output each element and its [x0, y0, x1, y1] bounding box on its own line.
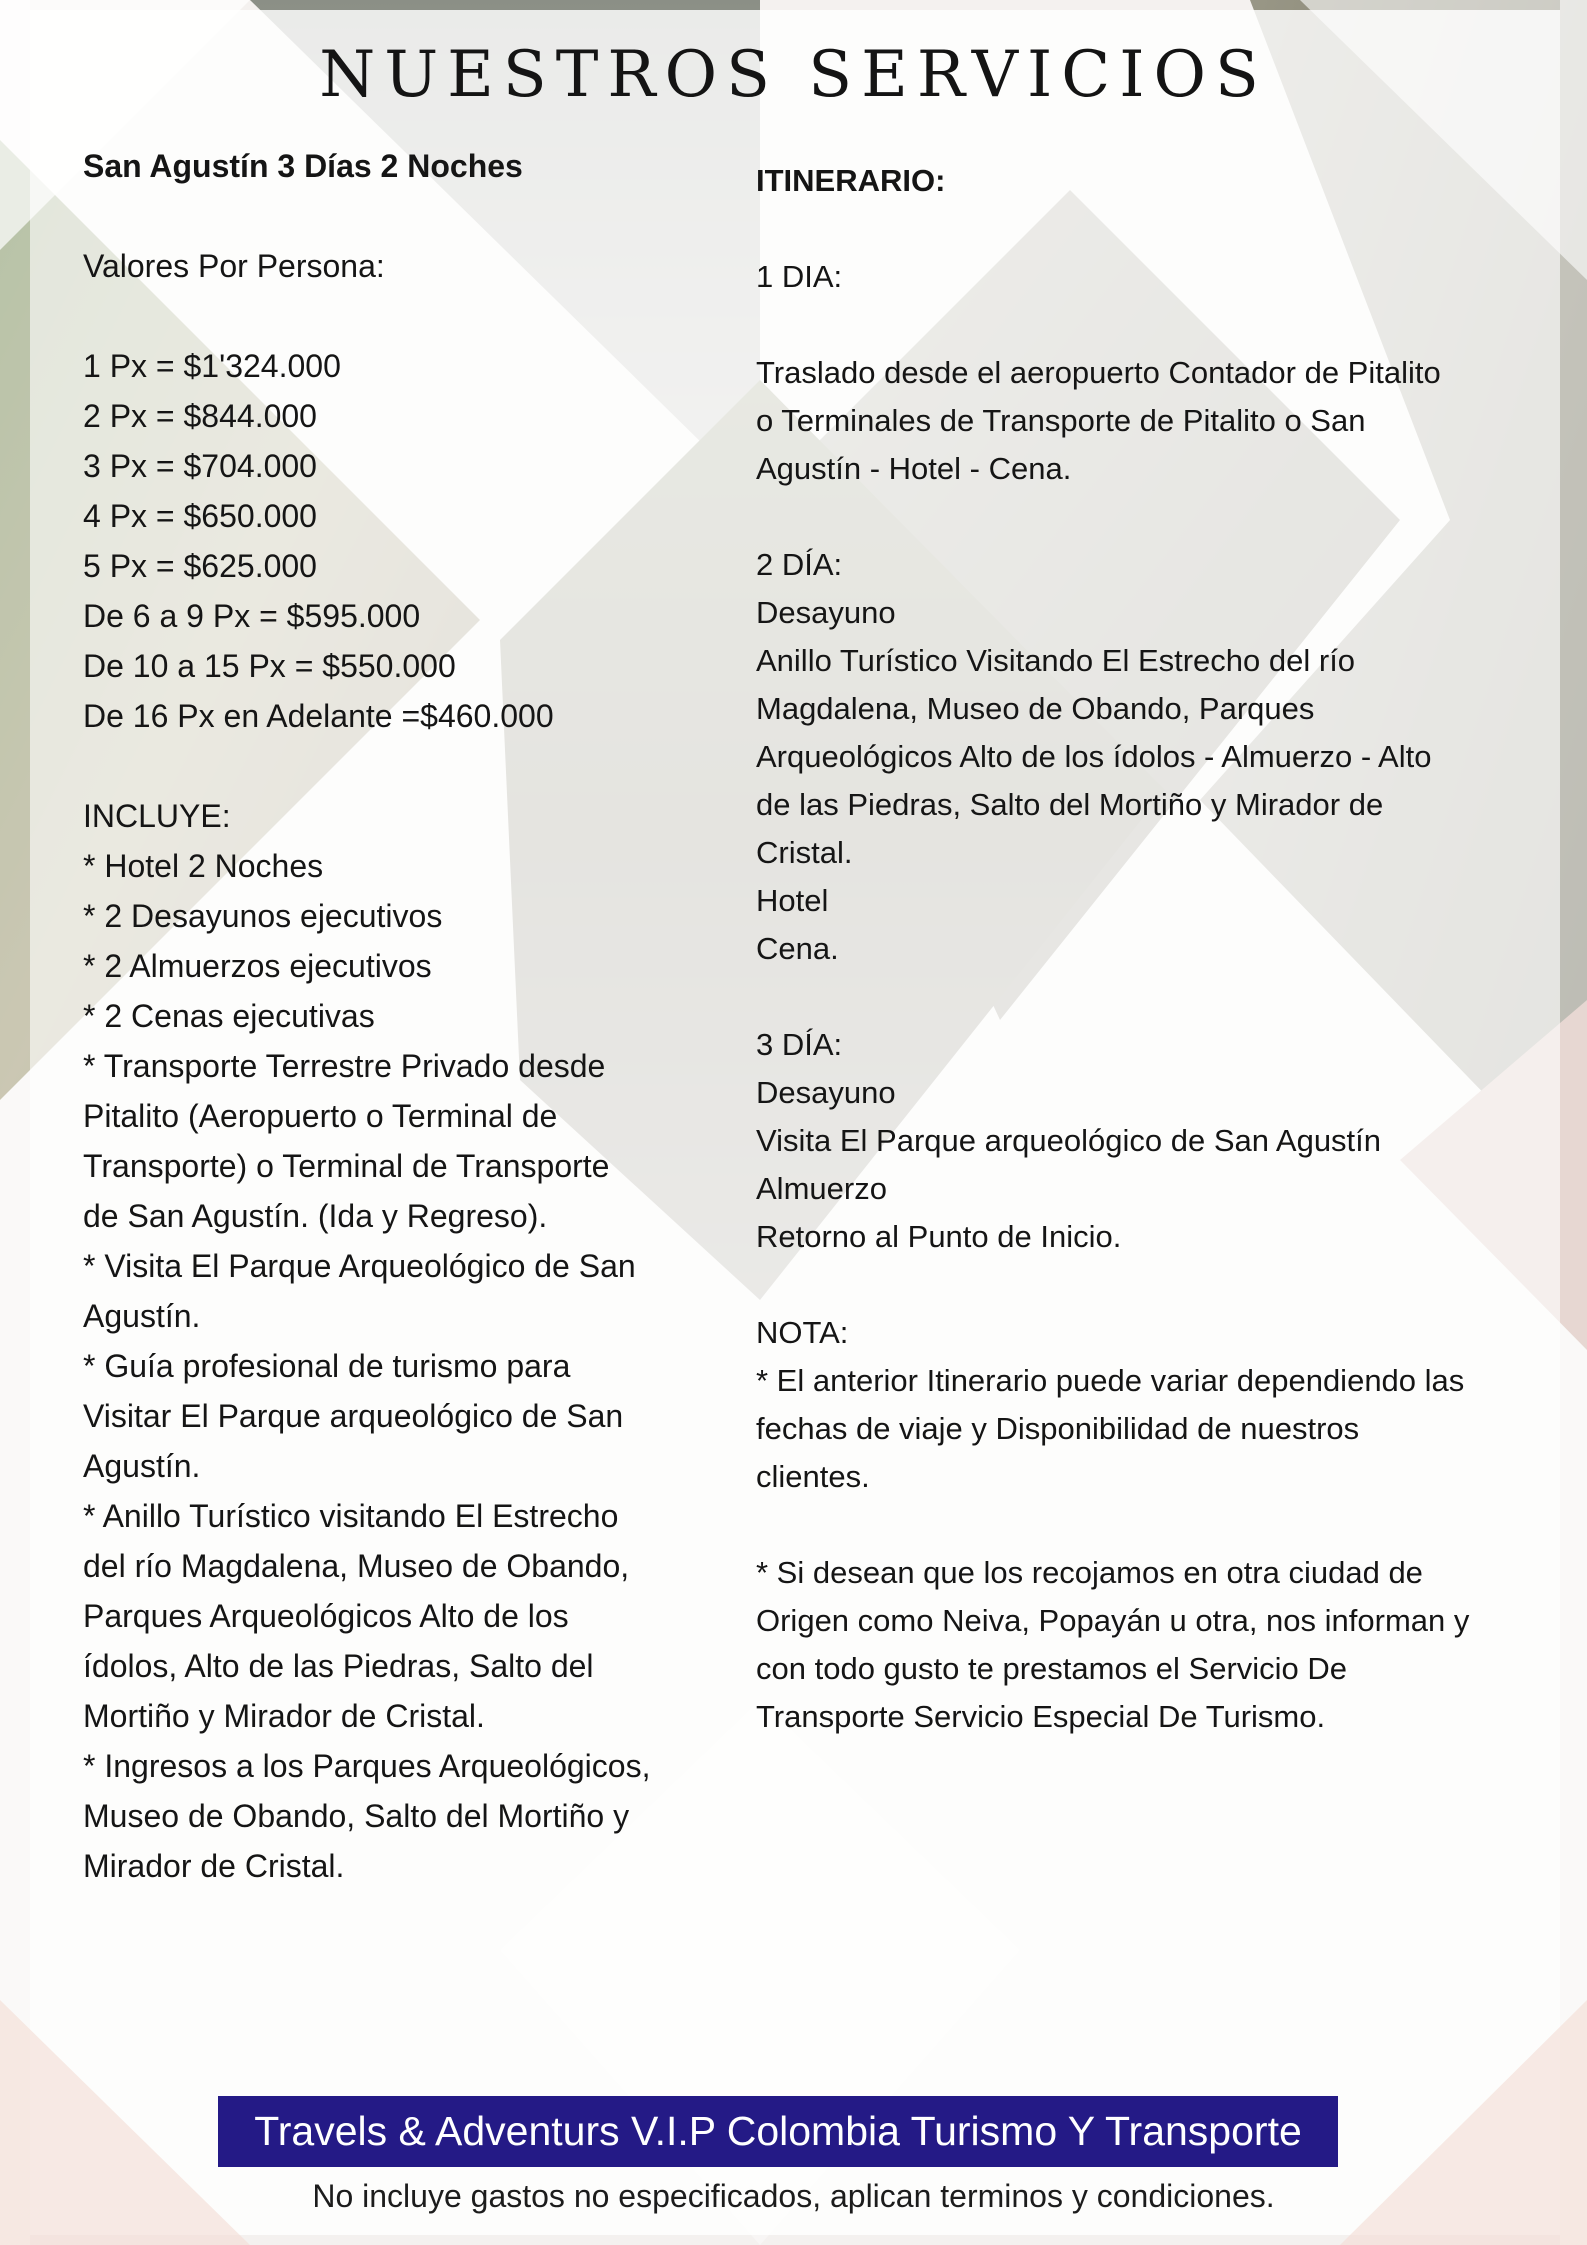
- itinerary-line: Arqueológicos Alto de los ídolos - Almuerzo - Alto: [756, 739, 1432, 774]
- includes-line: * Guía profesional de turismo para: [83, 1348, 571, 1384]
- day1-heading: 1 DIA:: [756, 259, 843, 294]
- itinerary-line: Traslado desde el aeropuerto Contador de Pitalito: [756, 355, 1441, 390]
- includes-line: * Anillo Turístico visitando El Estrecho: [83, 1498, 619, 1534]
- note-line: con todo gusto te prestamos el Servicio De: [756, 1651, 1348, 1686]
- values-heading: Valores Por Persona:: [83, 248, 385, 284]
- includes-line: Agustín.: [83, 1448, 201, 1484]
- itinerary-line: Hotel: [756, 883, 829, 918]
- price-item: De 10 a 15 Px = $550.000: [83, 648, 456, 684]
- includes-line: * Visita El Parque Arqueológico de San: [83, 1248, 636, 1284]
- includes-line: * 2 Desayunos ejecutivos: [83, 898, 443, 934]
- note-heading: NOTA:: [756, 1315, 849, 1350]
- includes-line: Visitar El Parque arqueológico de San: [83, 1398, 624, 1434]
- package-column: [83, 141, 693, 1891]
- includes-line: * Hotel 2 Noches: [83, 848, 324, 884]
- itinerary-line: de las Piedras, Salto del Mortiño y Mirador de: [756, 787, 1384, 822]
- includes-line: * 2 Almuerzos ejecutivos: [83, 948, 432, 984]
- itinerary-line: Magdalena, Museo de Obando, Parques: [756, 691, 1315, 726]
- itinerary-line: o Terminales de Transporte de Pitalito o San: [756, 403, 1366, 438]
- disclaimer-text: No incluye gastos no especificados, aplican terminos y condiciones.: [312, 2178, 1275, 2214]
- price-item: De 6 a 9 Px = $595.000: [83, 598, 421, 634]
- note-line: Origen como Neiva, Popayán u otra, nos informan y: [756, 1603, 1470, 1638]
- includes-list: [83, 841, 693, 1891]
- itinerary-line: Visita El Parque arqueológico de San Agustín: [756, 1123, 1382, 1158]
- price-item: De 16 Px en Adelante =$460.000: [83, 698, 554, 734]
- company-banner: Travels & Adventurs V.I.P Colombia Turismo Y Transporte: [218, 2096, 1338, 2167]
- note-line: fechas de viaje y Disponibilidad de nuestros: [756, 1411, 1360, 1446]
- itinerary-line: Cena.: [756, 931, 839, 966]
- includes-line: de San Agustín. (Ida y Regreso).: [83, 1198, 548, 1234]
- includes-line: Agustín.: [83, 1298, 201, 1334]
- note-line: clientes.: [756, 1459, 870, 1494]
- price-list: [83, 341, 693, 741]
- price-item: 4 Px = $650.000: [83, 498, 317, 534]
- includes-line: Mortiño y Mirador de Cristal.: [83, 1698, 485, 1734]
- itinerary-line: Desayuno: [756, 595, 896, 630]
- includes-line: * 2 Cenas ejecutivas: [83, 998, 375, 1034]
- includes-line: Mirador de Cristal.: [83, 1848, 345, 1884]
- note-line: * El anterior Itinerario puede variar dependiendo las: [756, 1363, 1465, 1398]
- note-line: Transporte Servicio Especial De Turismo.: [756, 1699, 1326, 1734]
- note-line: * Si desean que los recojamos en otra ciudad de: [756, 1555, 1423, 1590]
- itinerary-line: Almuerzo: [756, 1171, 887, 1206]
- price-item: 3 Px = $704.000: [83, 448, 317, 484]
- itinerary-line: Desayuno: [756, 1075, 896, 1110]
- itinerary-line: Cristal.: [756, 835, 853, 870]
- day2-heading: 2 DÍA:: [756, 547, 843, 582]
- package-title: San Agustín 3 Días 2 Noches: [83, 148, 523, 184]
- itinerary-line: Agustín - Hotel - Cena.: [756, 451, 1072, 486]
- price-item: 1 Px = $1'324.000: [83, 348, 341, 384]
- price-item: 5 Px = $625.000: [83, 548, 317, 584]
- includes-line: * Transporte Terrestre Privado desde: [83, 1048, 606, 1084]
- day3-heading: 3 DÍA:: [756, 1027, 843, 1062]
- includes-line: * Ingresos a los Parques Arqueológicos,: [83, 1748, 651, 1784]
- includes-line: del río Magdalena, Museo de Obando,: [83, 1548, 630, 1584]
- includes-line: Pitalito (Aeropuerto o Terminal de: [83, 1098, 558, 1134]
- includes-line: ídolos, Alto de las Piedras, Salto del: [83, 1648, 594, 1684]
- includes-line: Transporte) o Terminal de Transporte: [83, 1148, 610, 1184]
- includes-line: Parques Arqueológicos Alto de los: [83, 1598, 569, 1634]
- itinerary-column: [756, 157, 1516, 1741]
- itinerary-line: Anillo Turístico Visitando El Estrecho del río: [756, 643, 1356, 678]
- includes-line: Museo de Obando, Salto del Mortiño y: [83, 1798, 630, 1834]
- includes-heading: INCLUYE:: [83, 798, 231, 834]
- price-item: 2 Px = $844.000: [83, 398, 317, 434]
- itinerary-line: Retorno al Punto de Inicio.: [756, 1219, 1122, 1254]
- itinerary-heading: ITINERARIO:: [756, 163, 946, 198]
- page-title: NUESTROS SERVICIOS: [319, 38, 1268, 112]
